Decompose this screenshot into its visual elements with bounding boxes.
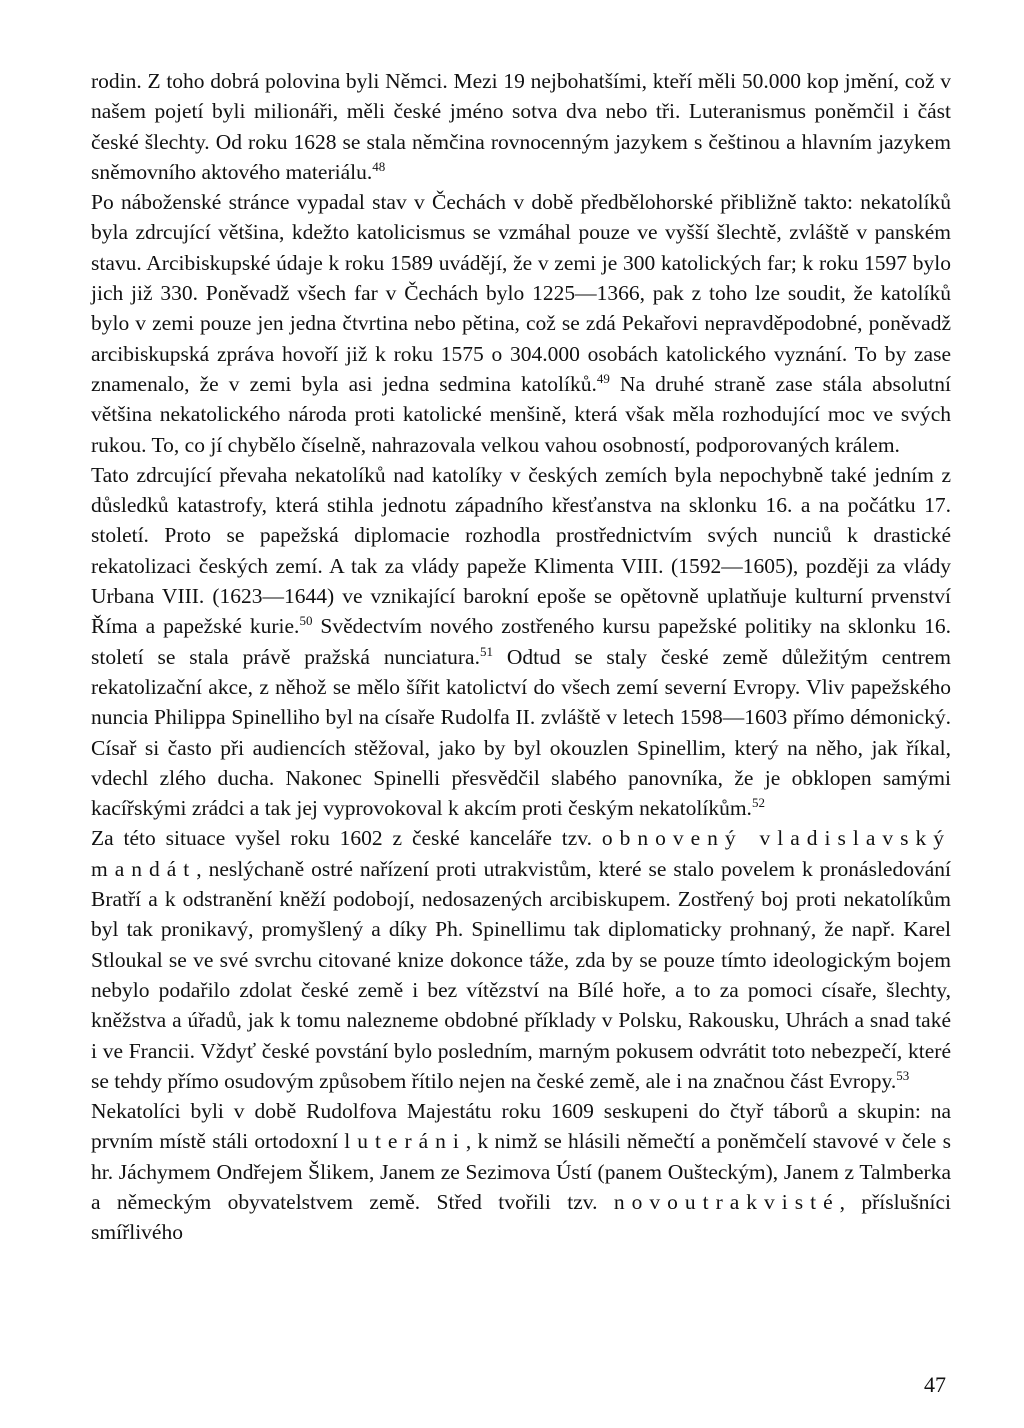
text-run: Tato zdrcující převaha nekatolíků nad katolíky v českých zemích byla nepochybně také jedním z důsledků katastrofy, která stihla jednotu západního křesťanstva na sklonku 16. a na počátku 17. století. Proto se papežská diplomacie rozhodla prostřednictvím svých nunciů k drastické rekatolizaci českých zemí. A tak za vlády papeže Klimenta VIII. (1592—1605), později za vlády Urbana VIII. (1623—1644) ve vznikající barokní epoše se opětovně uplatňuje kulturní prvenství Říma a papežské kurie.	[91, 462, 951, 639]
page-body	[91, 66, 951, 1248]
text-run: , neslýchaně ostré nařízení proti utrakvistům, které se stalo povelem k pronásledování Bratří a k odstranění kněží podobojí, nedosazených arcibiskupem. Zostřený boj proti nekatolíkům byl tak pronikavý, promyšlený a díky Ph. Spinellimu tak diplomaticky prohnaný, že např. Karel Stloukal se ve své svrchu citované knize dokonce táže, zda by se pouze tímto ideologickým bojem nebylo podařilo zdolat české země i bez vítězství na Bílé hoře, a to za pomoci císaře, šlechty, kněžstva a úřadů, jak k tomu nalezneme obdobné příklady v Polsku, Rakousku, Uhrách a snad také i ve Francii. Vždyť české povstání bylo posledním, marným pokusem odvrátit toto nebezpečí, které se tehdy přímo osudovým způsobem řítilo nejen na české země, ale i na značnou část Evropy.	[91, 856, 951, 1093]
paragraph	[91, 66, 951, 187]
emphasized-term: luteráni	[344, 1129, 466, 1154]
text-run: , k nimž se hlásili němečtí a poněmčelí stavové v čele s hr. Jáchymem Ondřejem Šlikem, Janem ze Sezimova Ústí (panem Oušteckým), Janem z Talmberka a německým obyvatelstvem země. Střed tvořili tzv.	[91, 1129, 951, 1214]
paragraph	[91, 460, 951, 824]
text-run: Svědectvím nového zostřeného kursu papežské politiky na sklonku 16. století se stala právě pražská nunciatura.	[91, 614, 951, 669]
paragraph	[91, 1096, 951, 1247]
text-run: Nekatolíci byli v době Rudolfova Majestátu roku 1609 seskupeni do čtyř táborů a skupin: na prvním místě stáli ortodoxní	[91, 1099, 951, 1154]
footnote-reference: 50	[299, 613, 313, 629]
footnote-reference: 51	[479, 643, 493, 659]
emphasized-term: novoutrakvisté	[613, 1189, 840, 1214]
text-run: Odtud se staly české země důležitým centrem rekatolizační akce, z něhož se mělo šířit katolictví do všech zemí severní Evropy. Vliv papežského nuncia Philippa Spinelliho byl na císaře Rudolfa II. zvláště v letech 1598—1603 přímo démonický. Císař si často při audiencích stěžoval, jako by byl okouzlen Spinellim, který na něho, jak říkal, vdechl zlého ducha. Nakonec Spinelli přesvědčil slabého panovníka, že je obklopen samými kacířskými zrádci a tak jej vyprovokoval k akcím proti českým nekatolíkům.	[91, 644, 952, 821]
footnote-reference: 49	[596, 370, 610, 386]
page-number: 47	[924, 1372, 946, 1397]
footnote-reference: 48	[372, 158, 386, 174]
paragraph	[91, 823, 951, 1096]
text-run: Za této situace vyšel roku 1602 z české kanceláře tzv.	[91, 826, 602, 851]
text-run: , příslušníci smířlivého	[91, 1189, 951, 1245]
footnote-reference: 53	[896, 1067, 910, 1083]
text-run: Po náboženské stránce vypadal stav v Čechách v době předbělohorské přibližně takto: nekatolíků byla zdrcující většina, kdežto katolicismus se vzmáhal pouze ve vyšší šlechtě, zvláště v panském stavu. Arcibiskupské údaje k roku 1589 uvádějí, že v zemi je 300 katolických far; k roku 1597 bylo jich již 330. Poněvadž všech far v Čechách bylo 1225—1366, pak z toho lze soudit, že katolíků bylo v zemi pouze jen jedna čtvrtina nebo pětina, což se zdá Pekařovi nepravděpodobné, poněvadž arcibiskupská zpráva hovoří již k roku 1575 o 304.000 osobách katolického vyznání. To by zase znamenalo, že v zemi byla asi jedna sedmina katolíků.	[91, 190, 951, 396]
footnote-reference: 52	[751, 795, 765, 811]
paragraph	[91, 187, 951, 460]
emphasized-term: obnovený vladislavský mandát	[91, 826, 951, 881]
text-run: Na druhé straně zase stála absolutní většina nekatolického národa proti katolické menšině, která však měla rozhodující moc ve svých rukou. To, co jí chybělo číselně, nahrazovala velkou vahou osobností, podporovaných králem.	[91, 371, 951, 457]
text-run: rodin. Z toho dobrá polovina byli Němci. Mezi 19 nejbohatšími, kteří měli 50.000 kop jmění, což v našem pojetí byli milionáři, měli české jméno sotva dva nebo tři. Luteranismus poněmčil i část české šlechty. Od roku 1628 se stala němčina rovnocenným jazykem s češtinou a hlavním jazykem sněmovního aktového materiálu.	[91, 69, 951, 184]
